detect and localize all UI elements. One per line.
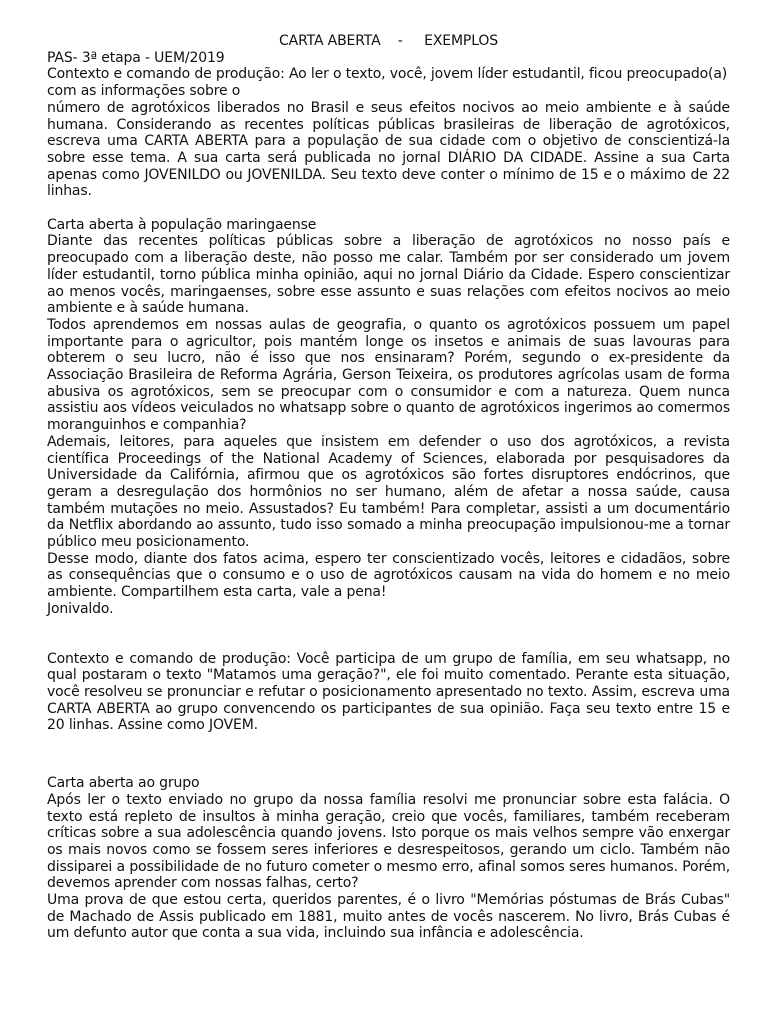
letter-1-paragraph: Desse modo, diante dos fatos acima, espero ter conscientizado vocês, leitores e cidadãos, sobre as consequências que o consumo e o uso de agrotóxicos causam na vida do homem e no meio ambiente. Compartilhem esta carta, vale a pena! [47,550,730,601]
letter-2-paragraph: Após ler o texto enviado no grupo da nossa família resolvi me pronunciar sobre esta falácia. O texto está repleto de insultos à minha geração, creio que vocês, familiares, também receberam críticas sobre a sua adolescência quando jovens. Isto porque os mais velhos sempre vão enxergar os mais novos como se fossem seres inferiores e desrespeitosos, gerando um ciclo. Também não dissiparei a possibilidade de no futuro cometer o mesmo erro, afinal somos seres humanos. Porém, devemos aprender com nossas falhas, certo? [47,791,730,892]
document-title: CARTA ABERTA - EXEMPLOS [279,33,498,49]
prompt-1-opening: Contexto e comando de produção: Ao ler o texto, você, jovem líder estudantil, ficou preocupado(a) com as informações sobre o [47,66,728,100]
prompt-2-body: Contexto e comando de produção: Você participa de um grupo de família, em seu whatsapp, no qual postaram o texto "Matamos uma geração?", ele foi muito comentado. Perante esta situação, você resolveu se pronunciar e refutar o posicionamento apresentado no texto. Assim, escreva uma CARTA ABERTA ao grupo convencendo os participantes de sua opinião. Faça seu texto entre 15 e 20 linhas. Assine como JOVEM. [47,650,730,734]
letter-2-title: Carta aberta ao grupo [47,775,200,792]
letter-1-signature: Jonivaldo. [47,600,114,617]
document-page [47,33,730,942]
exam-reference: PAS- 3ª etapa - UEM/2019 [47,49,225,66]
letter-1-title: Carta aberta à população maringaense [47,216,317,233]
letter-1-paragraph: Diante das recentes políticas públicas sobre a liberação de agrotóxicos no nosso país e preocupado com a liberação deste, não posso me calar. Também por ser considerado um jovem líder estudantil, torno pública minha opinião, aqui no jornal Diário da Cidade. Espero conscientizar ao menos vocês, maringaenses, sobre esse assunto e suas relações com efeitos nocivos ao meio ambiente e à saúde humana. [47,233,730,317]
letter-2-paragraph: Uma prova de que estou certa, queridos parentes, é o livro "Memórias póstumas de Brás Cubas" de Machado de Assis publicado em 1881, muito antes de vocês nascerem. No livro, Brás Cubas é um defunto autor que conta a sua vida, incluindo sua infância e adolescência. [47,892,730,942]
letter-1-paragraph: Todos aprendemos em nossas aulas de geografia, o quanto os agrotóxicos possuem um papel importante para o agricultor, pois mantém longe os insetos e animais de suas lavouras para obterem o seu lucro, não é isso que nos ensinaram? Porém, segundo o ex-presidente da Associação Brasileira de Reforma Agrária, Gerson Teixeira, os produtores agrícolas usam de forma abusiva os agrotóxicos, sem se preocupar com o consumidor e com a natureza. Quem nunca assistiu aos vídeos veiculados no whatsapp sobre o quanto de agrotóxicos ingerimos ao comermos moranguinhos e companhia? [47,316,730,434]
letter-1-paragraph: Ademais, leitores, para aqueles que insistem em defender o uso dos agrotóxicos, a revista científica Proceedings of the National Academy of Sciences, elaborada por pesquisadores da Universidade da Califórnia, afirmou que os agrotóxicos são fortes disruptores endócrinos, que geram a desregulação dos hormônios no ser humano, além de afetar a nossa saúde, causa também mutações no meio. Assustados? Eu também! Para completar, assisti a um documentário da Netflix abordando ao assunto, tudo isso somado a minha preocupação impulsionou-me a tornar público meu posicionamento. [47,433,730,551]
prompt-1-body: número de agrotóxicos liberados no Brasil e seus efeitos nocivos ao meio ambiente e à saúde humana. Considerando as recentes políticas públicas brasileiras de liberação de agrotóxicos, escreva uma CARTA ABERTA para a população de sua cidade com o objetivo de conscientizá-la sobre esse tema. A sua carta será publicada no jornal DIÁRIO DA CIDADE. Assine a sua Carta apenas como JOVENILDO ou JOVENILDA. Seu texto deve conter o mínimo de 15 e o máximo de 22 linhas. [47,99,730,200]
